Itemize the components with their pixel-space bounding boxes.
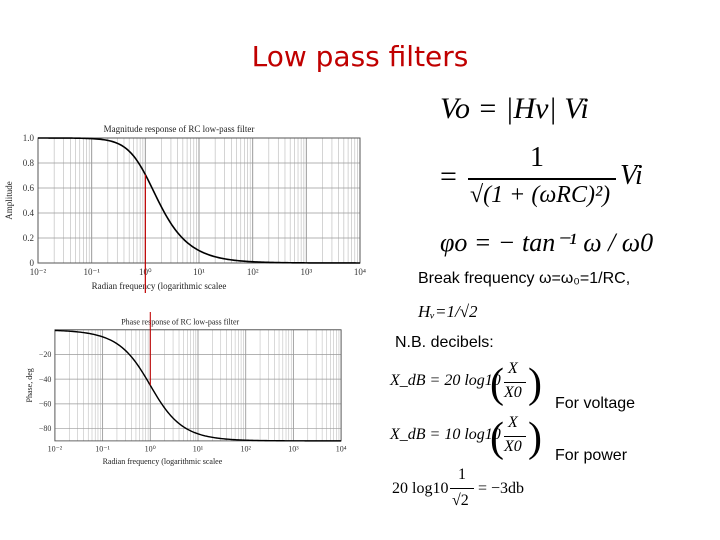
x-tick-label: 10¹ bbox=[193, 267, 205, 277]
db-voltage-num: X bbox=[508, 360, 518, 377]
db-power-paren-r: ) bbox=[528, 415, 542, 461]
y-tick-label: 0.8 bbox=[22, 158, 34, 168]
eq2-fraction-bar bbox=[468, 178, 616, 180]
magnitude-plot bbox=[0, 118, 380, 291]
x-tick-label: 10⁰ bbox=[139, 267, 152, 277]
eq-vo-rhs: = |Hv| Vi bbox=[477, 92, 589, 125]
eq2-lhs: = bbox=[440, 160, 457, 193]
equation-vo bbox=[440, 92, 589, 126]
slide-title: Low pass filters bbox=[251, 40, 469, 73]
minus3db-bar bbox=[450, 488, 474, 489]
minus3db-den: √2 bbox=[452, 492, 469, 509]
x-tick-label: 10³ bbox=[300, 267, 313, 277]
plot-title: Phase response of RC low-pass filter bbox=[121, 317, 240, 327]
x-tick-label: 10³ bbox=[288, 444, 299, 454]
eq2-numerator: 1 bbox=[530, 142, 544, 173]
equation-db-voltage bbox=[390, 360, 540, 410]
x-tick-label: 10⁴ bbox=[335, 444, 347, 454]
x-tick-label: 10² bbox=[246, 267, 259, 277]
x-tick-label: 10⁻¹ bbox=[83, 267, 100, 277]
db-voltage-den: X0 bbox=[504, 384, 522, 401]
y-axis-label: Phase, deg bbox=[24, 368, 34, 403]
plot-title: Magnitude response of RC low-pass filter bbox=[103, 124, 255, 134]
hv-text: Hᵥ=1/√2 bbox=[418, 302, 478, 321]
db-voltage-bar bbox=[504, 382, 526, 383]
break-frequency-text: Break frequency ω=ω₀=1/RC, bbox=[418, 270, 631, 287]
y-tick-label: −80 bbox=[38, 424, 52, 434]
y-tick-label: 1.0 bbox=[22, 133, 34, 143]
y-tick-label: 0.2 bbox=[22, 233, 34, 243]
db-power-num: X bbox=[508, 414, 518, 431]
x-tick-label: 10⁰ bbox=[144, 444, 156, 454]
y-tick-label: 0 bbox=[29, 258, 34, 268]
eq-vo-lhs: Vo bbox=[440, 92, 470, 125]
db-power-paren-l: ( bbox=[490, 415, 504, 461]
for-voltage-text: For voltage bbox=[555, 395, 636, 412]
db-voltage-paren-l: ( bbox=[490, 361, 504, 407]
for-power-text: For power bbox=[555, 447, 628, 464]
y-tick-label: −60 bbox=[38, 399, 52, 409]
x-tick-label: 10¹ bbox=[192, 444, 204, 454]
equation-db-power bbox=[390, 414, 540, 464]
x-tick-label: 10⁻² bbox=[47, 444, 63, 454]
x-axis-label: Radian frequency (logarithmic scalee bbox=[102, 457, 223, 466]
y-tick-label: −40 bbox=[38, 374, 52, 384]
db-power-lhs: X_dB = 10 log10 bbox=[390, 426, 501, 443]
y-tick-label: 0.4 bbox=[22, 208, 34, 218]
x-axis-label: Radian frequency (logarithmic scalee bbox=[91, 281, 227, 291]
db-power-den: X0 bbox=[504, 438, 522, 455]
minus3db-lhs: 20 log10 bbox=[392, 480, 449, 497]
y-tick-label: −20 bbox=[38, 350, 52, 360]
x-tick-label: 10⁻² bbox=[29, 267, 47, 277]
equation-minus-3db bbox=[392, 466, 552, 516]
y-tick-label: 0.6 bbox=[22, 183, 34, 193]
eq2-denominator: √(1 + (ωRC)²) bbox=[470, 182, 611, 208]
db-voltage-paren-r: ) bbox=[528, 361, 542, 407]
x-tick-label: 10² bbox=[240, 444, 251, 454]
nb-decibels-text: N.B. decibels: bbox=[395, 334, 494, 351]
db-voltage-lhs: X_dB = 20 log10 bbox=[390, 372, 501, 389]
x-tick-label: 10⁻¹ bbox=[95, 444, 110, 454]
db-power-bar bbox=[504, 436, 526, 437]
eq2-tail: Vi bbox=[620, 160, 643, 191]
y-axis-label: Amplitude bbox=[4, 181, 14, 220]
equation-phase: φo = − tan⁻¹ ω / ω0 bbox=[440, 228, 654, 257]
minus3db-num: 1 bbox=[458, 466, 466, 483]
minus3db-rhs: = −3db bbox=[478, 480, 525, 497]
x-tick-label: 10⁴ bbox=[353, 267, 367, 277]
equation-transfer bbox=[440, 142, 643, 222]
phase-plot bbox=[0, 312, 380, 472]
